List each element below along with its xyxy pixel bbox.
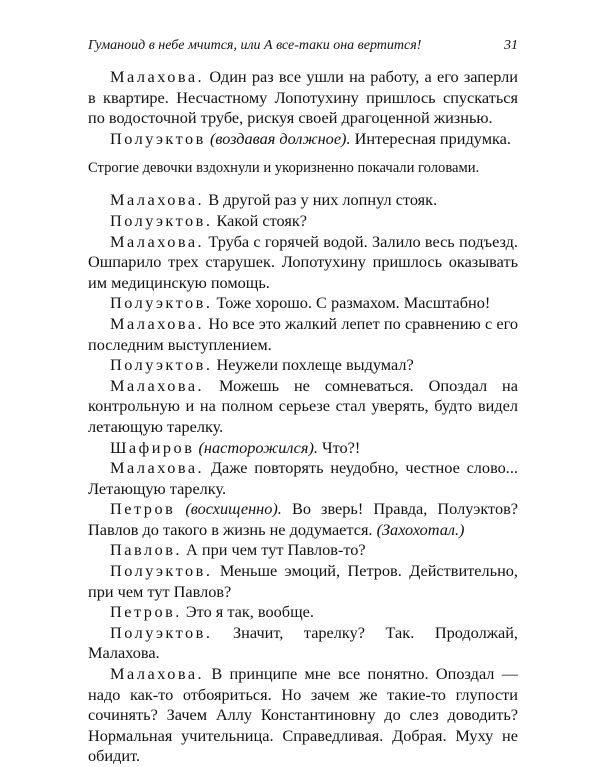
line-text: Труба с горячей водой. Залило весь подъезд. Ошпарило трех старушек. Лопотухину пришлось оказывать им медицинскую помощь. bbox=[88, 231, 518, 292]
dialogue-line bbox=[88, 129, 518, 150]
line-text: Неужели похлеще выдумал? bbox=[212, 355, 414, 375]
dialogue-line bbox=[88, 664, 518, 767]
line-text: Но все это жалкий лепет по сравнению с его последним выступлением. bbox=[88, 313, 518, 354]
dialogue-line bbox=[88, 458, 518, 499]
dialogue-line bbox=[88, 67, 518, 129]
speaker-name: Павлов. bbox=[110, 540, 182, 560]
line-text: Меньше эмоций, Петров. Действительно, при чем тут Павлов? bbox=[88, 561, 518, 601]
line-text: Один раз все ушли на работу, а его заперли в квартире. Несчастному Лопотухину пришлось спускаться по водосточной трубе, рискуя своей драгоценной жизнью. bbox=[88, 67, 518, 128]
speaker-name: Малахова. bbox=[110, 190, 205, 210]
speaker-name: Малахова. bbox=[110, 458, 205, 478]
line-text: Во зверь! Правда, Полуэктов? Павлов до такого в жизнь не додумается. bbox=[88, 499, 519, 539]
dialogue-line bbox=[88, 355, 518, 376]
dialogue-line bbox=[88, 232, 518, 294]
dialogue-line bbox=[88, 561, 518, 602]
speaker-name: Малахова. bbox=[110, 67, 205, 86]
stage-direction: (восхищенно). bbox=[175, 499, 282, 519]
speaker-name: Малахова. bbox=[110, 375, 205, 395]
speaker-name: Петров. bbox=[110, 602, 182, 622]
stage-direction: (воздавая должное). bbox=[205, 128, 351, 148]
speaker-name: Полуэктов. bbox=[110, 293, 213, 313]
line-text: Можешь не сомневаться. Опоздал на контрольную и на полном серьезе стал уверять, будто видел летающую тарелку. bbox=[88, 375, 518, 436]
speaker-name: Малахова. bbox=[110, 313, 205, 333]
dialogue-line bbox=[88, 623, 518, 664]
page-number: 31 bbox=[504, 38, 518, 53]
dialogue-line bbox=[88, 376, 518, 438]
line-text: Что?! bbox=[317, 437, 361, 457]
page-body bbox=[88, 67, 518, 767]
speaker-name: Шафиров bbox=[110, 437, 195, 457]
line-text: В принципе мне все понятно. Опоздал — надо как-то отбояриться. Но зачем же такие-то глупости сочинять? Зачем Аллу Константиновну до слез доводить? Нормальная учительница. Справедливая. Добрая. Муху не обидит. bbox=[88, 664, 518, 766]
dialogue-line bbox=[88, 540, 518, 561]
speaker-name: Полуэктов. bbox=[110, 561, 213, 581]
speaker-name: Полуэктов. bbox=[110, 210, 213, 230]
page-header bbox=[88, 38, 518, 62]
stage-direction: (насторожился). bbox=[194, 437, 318, 457]
dialogue-line bbox=[88, 314, 518, 355]
line-text: Какой стояк? bbox=[212, 210, 307, 230]
dialogue-line bbox=[88, 499, 518, 540]
line-text: Даже повторять неудобно, честное слово... Летающую тарелку. bbox=[88, 458, 518, 498]
line-text: А при чем тут Павлов-то? bbox=[181, 540, 366, 560]
speaker-name: Полуэктов. bbox=[110, 355, 213, 375]
dialogue-line bbox=[88, 293, 518, 314]
dialogue-line bbox=[88, 438, 518, 459]
speaker-name: Малахова. bbox=[110, 231, 205, 251]
line-text: Тоже хорошо. С размахом. Масштабно! bbox=[212, 293, 491, 313]
dialogue-line bbox=[88, 211, 518, 232]
narrative-remark: Строгие девочки вздохнули и укоризненно покачали головами. bbox=[88, 160, 480, 177]
line-text: Значит, тарелку? Так. Продолжай, Малахова. bbox=[88, 622, 518, 663]
speaker-name: Малахова. bbox=[110, 664, 205, 684]
running-title: Гуманоид в небе мчится, или А все-таки она вертится! bbox=[88, 38, 422, 53]
speaker-name: Петров bbox=[110, 499, 176, 519]
dialogue-line bbox=[88, 190, 518, 211]
line-text: Интересная придумка. bbox=[350, 128, 511, 148]
line-text: В другой раз у них лопнул стояк. bbox=[204, 190, 438, 210]
dialogue-line bbox=[88, 602, 518, 623]
speaker-name: Полуэктов. bbox=[110, 622, 213, 642]
line-text: Это я так, вообще. bbox=[181, 602, 314, 622]
stage-direction-after: (Захохотал.) bbox=[372, 519, 465, 539]
speaker-name: Полуэктов bbox=[110, 128, 206, 148]
